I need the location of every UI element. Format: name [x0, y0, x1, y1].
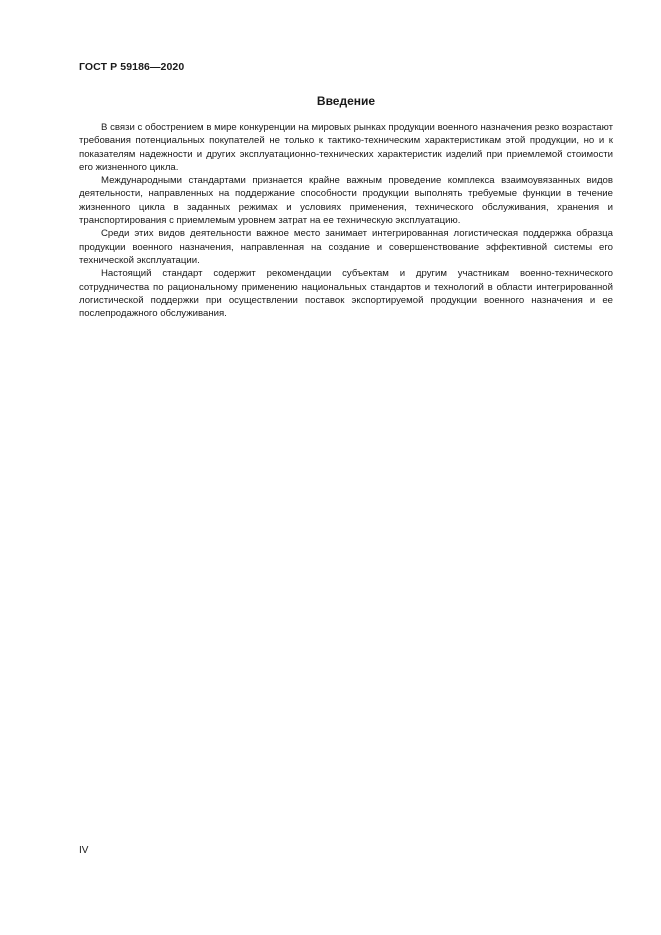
paragraph: Среди этих видов деятельности важное место занимает интегрированная логистическая поддержка образца продукции военного назначения, направленная на создание и совершенствование эффективной системы его технической эксплуатации.	[79, 228, 613, 266]
paragraph: В связи с обострением в мире конкуренции на мировых рынках продукции военного назначения резко возрастают требования потенциальных покупателей не только к тактико-техническим характеристикам этой продукции, но и к показателям надежности и других эксплуатационно-технических характеристик изделий при приемлемой стоимости его жизненного цикла.	[79, 122, 613, 173]
body-text	[79, 121, 613, 320]
page-number: IV	[79, 845, 89, 856]
section-title: Введение	[316, 94, 376, 108]
paragraph: Международными стандартами признается крайне важным проведение комплекса взаимоувязанных видов деятельности, направленных на поддержание способности продукции выполнять требуемые функции в течение жизненного цикла в заданных режимах и условиях применения, технического обслуживания, хранения и транспортирования с приемлемым уровнем затрат на ее техническую эксплуатацию.	[79, 175, 613, 227]
paragraph: Настоящий стандарт содержит рекомендации субъектам и другим участникам военно-технического сотрудничества по рациональному применению национальных стандартов и технологий в области интегрированной логистической поддержки при осуществлении поставок экспортируемой продукции военного назначения и ее послепродажного обслуживания.	[79, 268, 613, 320]
standard-number-header: ГОСТ Р 59186—2020	[79, 61, 185, 73]
